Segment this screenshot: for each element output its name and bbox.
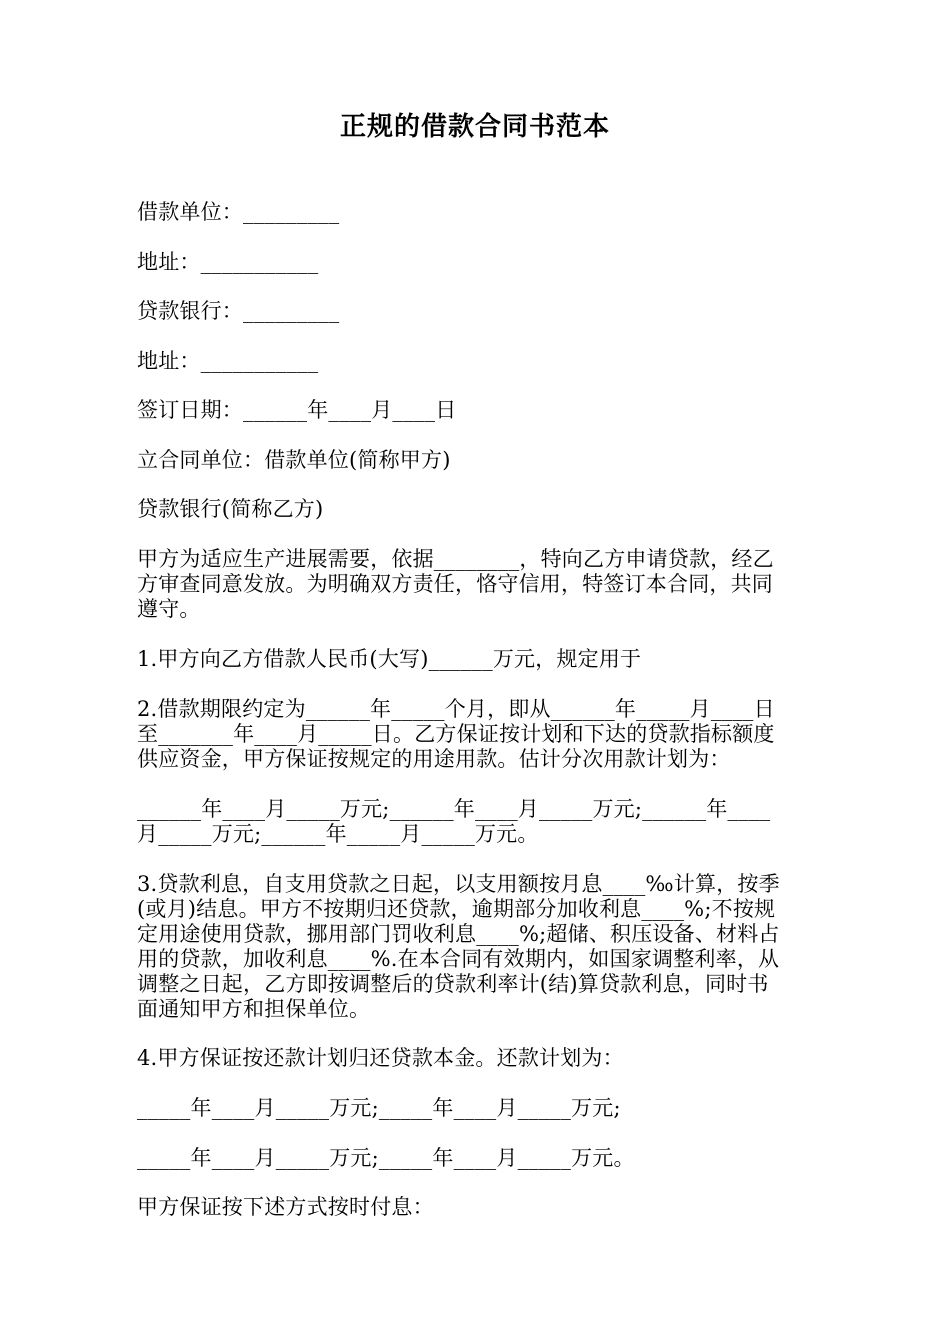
clause-3-line: 定用途使用贷款，挪用部门罚收利息____%;超储、积压设备、材料占 bbox=[137, 922, 780, 946]
clause-1-line: 1.甲方向乙方借款人民币(大写)______万元，规定用于 bbox=[137, 647, 642, 671]
clause-3-line: 面通知甲方和担保单位。 bbox=[137, 997, 371, 1021]
borrower-address-field: 地址：___________ bbox=[137, 250, 319, 274]
clause-4-line: 4.甲方保证按还款计划归还贷款本金。还款计划为： bbox=[137, 1046, 624, 1070]
clause-3-line: 3.贷款利息，自支用贷款之日起，以支用额按月息____‰计算，按季 bbox=[137, 872, 780, 896]
repayment-plan-line: _____年____月_____万元;_____年____月_____万元。 bbox=[137, 1146, 635, 1170]
clause-2-line: 2.借款期限约定为______年_____个月，即从______年_____月____日 bbox=[137, 697, 775, 721]
bank-address-field: 地址：___________ bbox=[137, 349, 319, 373]
usage-plan-line: ______年____月_____万元;______年____月_____万元;______年____ bbox=[137, 797, 771, 821]
document-title: 正规的借款合同书范本 bbox=[339, 112, 610, 142]
clause-3-line: (或月)结息。甲方不按期归还贷款，逾期部分加收利息____%;不按规 bbox=[137, 897, 776, 921]
clause-2-line: 至_______年____月_____日。乙方保证按计划和下达的贷款指标额度 bbox=[137, 722, 775, 746]
borrower-unit-field: 借款单位：_________ bbox=[137, 200, 340, 224]
signing-date-field: 签订日期：______年____月____日 bbox=[137, 398, 457, 422]
clause-3-line: 调整之日起，乙方即按调整后的贷款利率计(结)算贷款利息，同时书 bbox=[137, 972, 769, 996]
lending-bank-field: 贷款银行：_________ bbox=[137, 299, 340, 323]
clause-3-line: 用的贷款，加收利息____%.在本合同有效期内，如国家调整利率，从 bbox=[137, 947, 780, 971]
repayment-plan-line: _____年____月_____万元;_____年____月_____万元; bbox=[137, 1096, 621, 1120]
clause-2-line: 供应资金，甲方保证按规定的用途用款。估计分次用款计划为： bbox=[137, 747, 731, 771]
interest-payment-line: 甲方保证按下述方式按时付息： bbox=[137, 1195, 434, 1219]
preamble-paragraph-line: 遵守。 bbox=[137, 597, 201, 621]
contracting-party-a: 立合同单位：借款单位(简称甲方) bbox=[137, 448, 451, 472]
usage-plan-line: 月_____万元;______年_____月_____万元。 bbox=[137, 822, 539, 846]
contracting-party-b: 贷款银行(简称乙方) bbox=[137, 497, 324, 521]
preamble-paragraph-line: 甲方为适应生产进展需要，依据________，特向乙方申请贷款，经乙 bbox=[137, 547, 774, 571]
preamble-paragraph-line: 方审查同意发放。为明确双方责任，恪守信用，特签订本合同，共同 bbox=[137, 572, 773, 596]
